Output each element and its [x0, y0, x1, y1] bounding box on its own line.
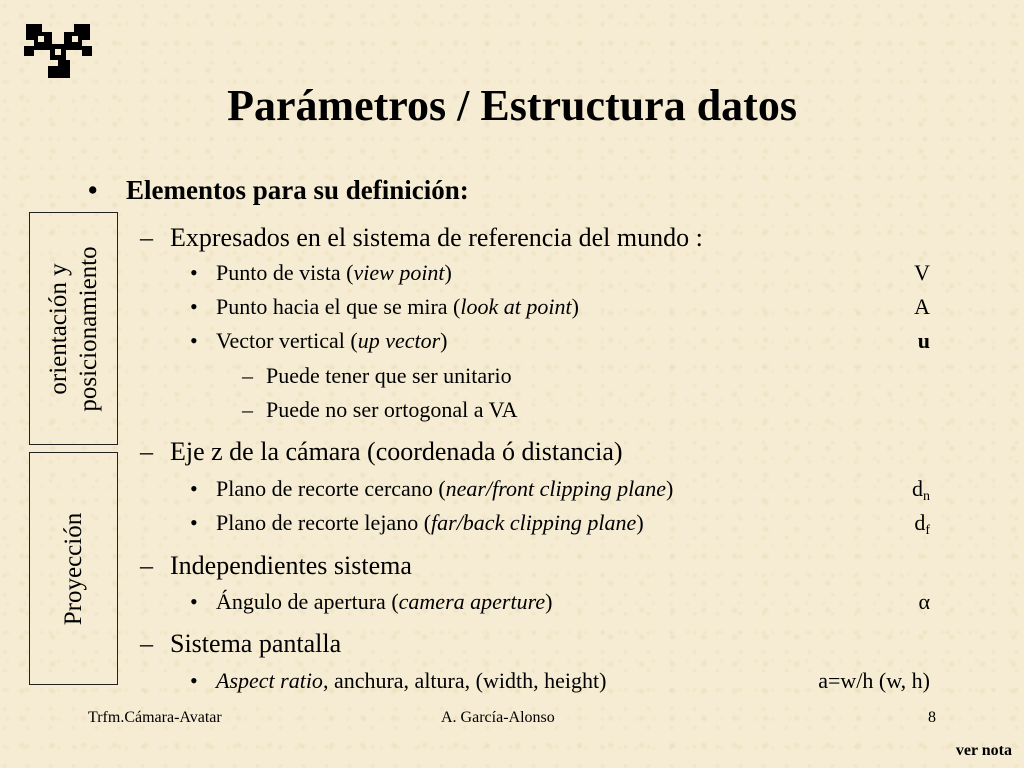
- section-text: Independientes sistema: [170, 551, 412, 580]
- item-text-end: ): [444, 260, 452, 285]
- section-system-independent: [140, 549, 412, 583]
- section-camera-z-axis: [140, 435, 623, 469]
- projection-label: Proyección: [59, 512, 87, 625]
- item-text: Plano de recorte cercano (: [216, 476, 446, 501]
- symbol-aspect: a=w/h (w, h): [818, 668, 930, 693]
- item-emphasis: look at point: [460, 294, 572, 319]
- item-text-end: ): [636, 510, 644, 535]
- symbol-df: $d_f$: [914, 510, 930, 538]
- item-text: Ángulo de apertura (: [216, 589, 399, 614]
- subitem-orthogonal: [242, 395, 518, 425]
- footer-author: A. García-Alonso: [441, 709, 555, 726]
- item-text: Punto de vista (: [216, 260, 354, 285]
- subitem-text: Puede tener que ser unitario: [266, 363, 512, 388]
- main-heading: Elementos para su definición:: [126, 175, 469, 205]
- symbol-V: V: [914, 260, 930, 285]
- item-emphasis: up vector: [357, 328, 441, 353]
- item-text-end: ): [571, 294, 579, 319]
- item-text-end: ): [545, 589, 553, 614]
- bullet-icon: •: [190, 510, 198, 535]
- view-notes-link[interactable]: ver nota: [955, 742, 1012, 759]
- item-up-vector: [190, 326, 930, 356]
- dash-icon: –: [140, 437, 153, 466]
- item-emphasis: Aspect ratio: [216, 668, 323, 693]
- orientation-label: orientación y posicionamiento: [44, 245, 102, 412]
- dash-icon: –: [140, 629, 153, 658]
- item-text-end: , anchura, altura, (width, height): [322, 668, 607, 693]
- bullet-icon: •: [190, 668, 198, 693]
- symbol-dn: $d_n$: [912, 476, 930, 504]
- projection-box: [29, 452, 118, 685]
- section-text: Sistema pantalla: [170, 629, 342, 658]
- bullet-icon: •: [190, 294, 198, 319]
- dash-icon: –: [242, 363, 253, 388]
- bullet-icon: •: [190, 328, 198, 353]
- symbol-alpha: α: [918, 589, 930, 614]
- item-look-at-point: [190, 292, 930, 322]
- section-text: Expresados en el sistema de referencia del mundo :: [170, 223, 703, 252]
- symbol-A: A: [914, 294, 930, 319]
- bullet-icon: •: [88, 175, 98, 205]
- symbol-u: u: [917, 328, 930, 353]
- main-bullet: [88, 172, 469, 208]
- item-view-point: [190, 258, 930, 288]
- item-text: Punto hacia el que se mira (: [216, 294, 461, 319]
- section-text: Eje z de la cámara (coordenada ó distancia): [170, 437, 623, 466]
- section-world-reference: [140, 221, 703, 255]
- item-text-end: ): [666, 476, 674, 501]
- item-emphasis: far/back clipping plane: [431, 510, 637, 535]
- university-logo: [24, 22, 92, 80]
- footer-left: Trfm.Cámara-Avatar: [88, 709, 222, 726]
- item-emphasis: camera aperture: [398, 589, 546, 614]
- bullet-icon: •: [190, 589, 198, 614]
- subitem-unitary: [242, 361, 512, 391]
- item-far-clipping: [190, 508, 930, 538]
- bullet-icon: •: [190, 476, 198, 501]
- section-screen-system: [140, 627, 341, 661]
- item-aspect-ratio: [190, 666, 930, 696]
- subitem-text: Puede no ser ortogonal a VA: [266, 397, 518, 422]
- dash-icon: –: [242, 397, 253, 422]
- orientation-box: [29, 212, 118, 445]
- item-camera-aperture: [190, 587, 930, 617]
- item-emphasis: view point: [353, 260, 445, 285]
- bullet-icon: •: [190, 260, 198, 285]
- slide-title: Parámetros / Estructura datos: [227, 81, 797, 130]
- dash-icon: –: [140, 551, 153, 580]
- item-text: Vector vertical (: [216, 328, 358, 353]
- item-text-end: ): [440, 328, 448, 353]
- item-near-clipping: [190, 474, 930, 504]
- dash-icon: –: [140, 223, 153, 252]
- page-number: 8: [928, 709, 936, 726]
- item-text: Plano de recorte lejano (: [216, 510, 432, 535]
- item-emphasis: near/front clipping plane: [445, 476, 667, 501]
